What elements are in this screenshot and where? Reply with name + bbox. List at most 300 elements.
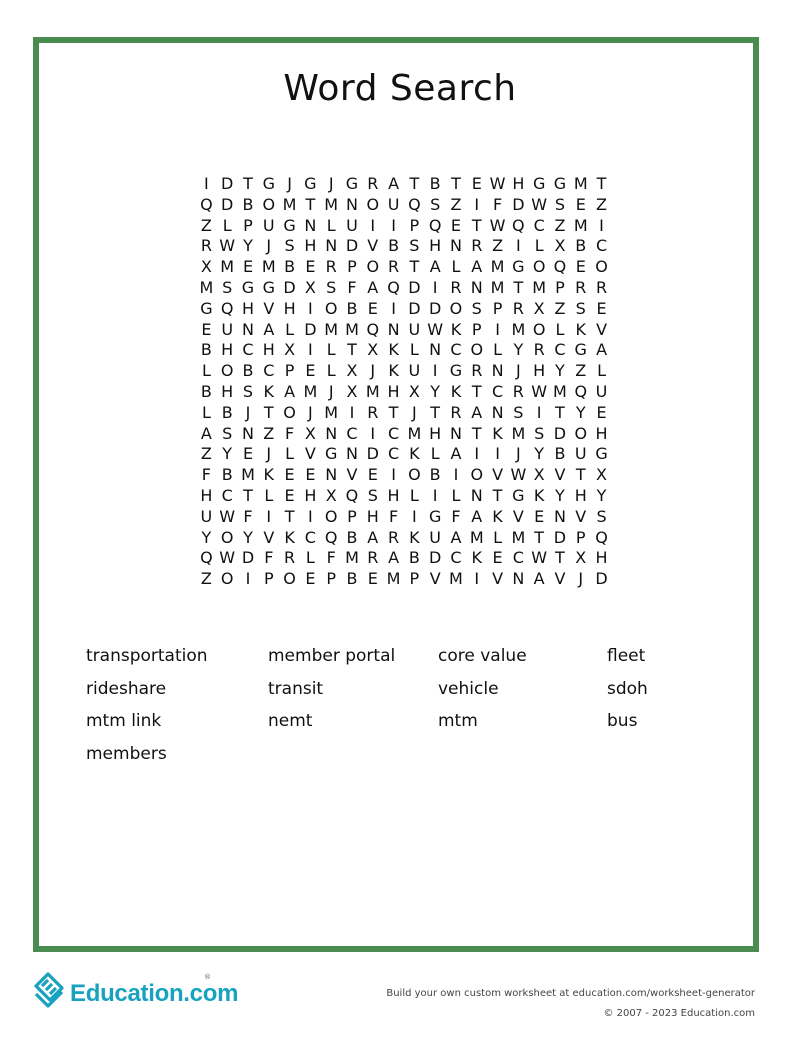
grid-letter: R — [367, 174, 379, 193]
grid-letter: E — [305, 361, 316, 381]
grid-letter: N — [242, 423, 254, 443]
grid-letter: A — [533, 569, 545, 589]
grid-letter: N — [325, 465, 338, 485]
grid-letter: Q — [408, 194, 421, 214]
grid-letter: H — [387, 485, 400, 505]
grid-letter: T — [596, 174, 607, 193]
grid-letter: A — [263, 319, 275, 339]
grid-letter: T — [243, 174, 253, 193]
grid-letter: F — [326, 548, 336, 568]
grid-letter: L — [597, 361, 606, 381]
grid-letter: I — [599, 215, 604, 235]
grid-letter: D — [408, 298, 421, 318]
grid-letter: E — [305, 465, 316, 485]
word-list-item: transit — [268, 678, 324, 699]
grid-letter: J — [308, 402, 313, 422]
grid-letter: G — [449, 361, 463, 381]
grid-letter: G — [324, 444, 338, 464]
grid-letter: G — [574, 340, 587, 360]
grid-letter: B — [221, 402, 233, 422]
grid-letter: M — [324, 194, 339, 214]
grid-letter: H — [387, 381, 400, 401]
grid-letter: J — [515, 444, 521, 464]
grid-letter: H — [595, 423, 608, 443]
grid-letter: T — [471, 423, 482, 443]
grid-letter: C — [263, 361, 275, 381]
grid-letter: S — [367, 485, 378, 505]
word-list-item: bus — [607, 711, 638, 732]
grid-letter: P — [575, 527, 586, 547]
education-logo-icon — [32, 970, 66, 1010]
grid-letter: M — [469, 527, 484, 547]
grid-letter: T — [409, 174, 420, 193]
grid-letter: H — [429, 423, 442, 443]
grid-letter: H — [429, 236, 442, 256]
grid-letter: W — [489, 215, 506, 235]
grid-letter: A — [596, 340, 608, 360]
grid-letter: L — [493, 527, 503, 547]
grid-letter: A — [200, 423, 212, 443]
grid-letter: K — [388, 340, 399, 360]
grid-letter: G — [345, 174, 359, 193]
grid-letter: P — [284, 361, 295, 381]
grid-letter: B — [284, 257, 296, 277]
grid-letter: M — [282, 194, 297, 214]
grid-letter: C — [221, 485, 233, 505]
grid-letter: T — [513, 277, 524, 297]
grid-letter: K — [263, 381, 275, 401]
grid-letter: Z — [596, 194, 608, 214]
grid-letter: O — [574, 423, 588, 443]
grid-letter: V — [367, 236, 379, 256]
grid-letter: X — [596, 465, 608, 485]
grid-letter: H — [595, 548, 608, 568]
grid-letter: V — [575, 506, 587, 526]
grid-letter: G — [304, 174, 317, 193]
grid-letter: U — [574, 444, 587, 464]
grid-letter: Z — [200, 215, 212, 235]
grid-letter: Y — [243, 236, 253, 256]
grid-letter: D — [595, 569, 608, 589]
grid-letter: L — [285, 444, 295, 464]
grid-letter: M — [573, 215, 588, 235]
grid-letter: R — [512, 298, 524, 318]
grid-letter: M — [220, 257, 235, 277]
grid-letter: X — [346, 381, 358, 401]
grid-letter: Z — [263, 423, 275, 443]
word-list-item: rideshare — [86, 678, 167, 699]
grid-letter: Z — [575, 361, 587, 381]
grid-letter: D — [366, 444, 379, 464]
grid-letter: B — [346, 569, 358, 589]
grid-letter: G — [283, 215, 296, 235]
grid-letter: W — [219, 548, 236, 568]
grid-letter: Q — [200, 548, 213, 568]
grid-letter: M — [553, 381, 567, 401]
grid-letter: K — [492, 506, 503, 526]
word-list-item: transportation — [86, 646, 208, 666]
grid-letter: I — [515, 236, 521, 256]
grid-letter: E — [284, 485, 295, 505]
grid-letter: Y — [555, 361, 565, 381]
grid-letter: X — [575, 548, 587, 568]
grid-letter: M — [511, 527, 526, 547]
grid-letter: B — [221, 465, 233, 485]
grid-letter: E — [367, 465, 378, 485]
word-list — [86, 643, 746, 773]
grid-letter: Z — [554, 215, 566, 235]
grid-letter: M — [199, 277, 214, 297]
grid-letter: T — [555, 548, 565, 568]
grid-letter: O — [262, 194, 276, 214]
grid-letter: O — [470, 465, 484, 485]
grid-letter: Q — [387, 277, 400, 297]
grid-letter: R — [388, 527, 400, 547]
grid-letter: H — [283, 298, 296, 318]
grid-letter: U — [346, 215, 358, 235]
grid-letter: M — [261, 257, 276, 277]
grid-letter: B — [575, 236, 587, 256]
grid-letter: X — [533, 298, 545, 318]
word-list-item: members — [86, 743, 167, 764]
grid-letter: I — [474, 444, 480, 464]
grid-letter: D — [553, 527, 567, 547]
grid-letter: O — [366, 194, 380, 214]
grid-letter: K — [284, 527, 295, 547]
grid-letter: E — [492, 548, 503, 568]
grid-letter: T — [492, 485, 503, 505]
grid-letter: Q — [595, 527, 608, 547]
grid-letter: B — [429, 174, 441, 193]
grid-letter: M — [490, 257, 505, 277]
grid-letter: M — [345, 319, 359, 339]
grid-letter: I — [308, 298, 313, 318]
grid-letter: C — [491, 381, 504, 401]
grid-letter: V — [346, 465, 358, 485]
grid-letter: T — [430, 402, 441, 422]
grid-letter: I — [245, 569, 251, 589]
grid-letter: Q — [366, 319, 380, 339]
grid-letter: R — [450, 277, 462, 297]
grid-letter: E — [305, 569, 316, 589]
grid-letter: J — [578, 569, 584, 589]
grid-letter: L — [326, 361, 336, 381]
grid-letter: Y — [243, 527, 253, 547]
grid-letter: L — [409, 485, 419, 505]
grid-letter: Y — [534, 444, 545, 464]
grid-letter: I — [495, 444, 500, 464]
grid-letter: A — [471, 506, 483, 526]
grid-letter: N — [512, 569, 525, 589]
grid-letter: P — [326, 569, 336, 589]
grid-letter: T — [347, 340, 357, 360]
grid-letter: N — [304, 215, 317, 235]
grid-letter: I — [308, 340, 313, 360]
grid-letter: E — [575, 194, 586, 214]
grid-letter: D — [429, 298, 442, 318]
grid-letter: S — [284, 236, 295, 256]
grid-letter: D — [221, 174, 234, 193]
grid-letter: P — [263, 569, 274, 589]
grid-letter: E — [575, 257, 586, 277]
grid-letter: M — [511, 319, 526, 339]
grid-letter: G — [512, 485, 525, 505]
grid-letter: B — [242, 194, 254, 214]
grid-letter: O — [220, 527, 234, 547]
grid-letter: M — [345, 548, 359, 568]
grid-letter: A — [367, 527, 379, 547]
grid-letter: E — [596, 298, 607, 318]
grid-letter: E — [596, 402, 607, 422]
grid-letter: G — [512, 257, 525, 277]
grid-letter: I — [432, 485, 438, 505]
grid-letter: F — [243, 506, 253, 526]
grid-letter: C — [450, 340, 462, 360]
grid-letter: F — [388, 506, 399, 526]
grid-letter: Q — [512, 215, 525, 235]
grid-letter: G — [241, 277, 255, 297]
grid-letter: S — [575, 298, 586, 318]
grid-letter: X — [533, 465, 545, 485]
grid-letter: A — [388, 548, 400, 568]
grid-letter: P — [347, 257, 357, 277]
grid-letter: G — [428, 506, 442, 526]
grid-letter: T — [555, 402, 565, 422]
grid-letter: O — [324, 298, 338, 318]
grid-letter: F — [451, 506, 461, 526]
grid-letter: K — [450, 319, 462, 339]
grid-letter: O — [470, 340, 484, 360]
grid-letter: S — [222, 277, 233, 297]
grid-letter: M — [365, 381, 380, 401]
grid-letter: B — [346, 527, 358, 547]
grid-letter: P — [492, 298, 503, 318]
grid-letter: V — [512, 506, 524, 526]
grid-letter: B — [200, 340, 212, 360]
grid-letter: U — [200, 506, 213, 526]
grid-letter: M — [532, 277, 547, 297]
grid-letter: V — [554, 569, 566, 589]
grid-letter: J — [412, 402, 417, 422]
grid-letter: A — [471, 257, 483, 277]
grid-letter: D — [553, 423, 567, 443]
grid-letter: R — [367, 402, 379, 422]
grid-letter: O — [532, 319, 546, 339]
grid-letter: M — [386, 569, 401, 589]
grid-letter: B — [388, 236, 400, 256]
grid-letter: E — [201, 319, 212, 339]
grid-letter: I — [412, 506, 417, 526]
grid-letter: C — [242, 340, 254, 360]
grid-letter: Y — [222, 444, 233, 464]
grid-letter: Y — [430, 381, 441, 401]
grid-letter: H — [304, 236, 317, 256]
grid-letter: Q — [200, 194, 213, 214]
grid-letter: I — [536, 402, 542, 422]
grid-letter: U — [221, 319, 234, 339]
grid-letter: D — [408, 277, 421, 297]
grid-letter: I — [474, 194, 480, 214]
grid-letter: A — [471, 402, 483, 422]
grid-letter: R — [450, 402, 462, 422]
grid-letter: X — [200, 257, 212, 277]
grid-letter: L — [430, 444, 440, 464]
grid-letter: O — [220, 569, 234, 589]
grid-letter: H — [262, 340, 275, 360]
grid-letter: I — [370, 215, 376, 235]
grid-letter: W — [427, 319, 444, 339]
grid-letter: Y — [596, 485, 607, 505]
grid-letter: C — [533, 215, 545, 235]
grid-letter: N — [449, 236, 462, 256]
grid-letter: J — [266, 236, 272, 256]
grid-letter: L — [264, 485, 274, 505]
grid-letter: N — [470, 485, 483, 505]
grid-letter: R — [533, 340, 545, 360]
grid-letter: S — [534, 423, 545, 443]
grid-letter: R — [471, 236, 483, 256]
grid-letter: R — [595, 277, 608, 297]
grid-letter: H — [200, 485, 213, 505]
grid-letter: F — [347, 277, 357, 297]
grid-letter: F — [284, 423, 295, 443]
grid-letter: U — [408, 361, 421, 381]
grid-letter: L — [222, 215, 232, 235]
grid-letter: L — [305, 548, 315, 568]
grid-letter: G — [595, 444, 608, 464]
grid-letter: I — [432, 277, 438, 297]
grid-letter: J — [328, 174, 334, 193]
grid-letter: C — [387, 423, 400, 443]
grid-letter: H — [512, 174, 525, 193]
grid-letter: Z — [554, 298, 566, 318]
grid-letter: M — [407, 423, 422, 443]
grid-letter: W — [219, 506, 236, 526]
grid-letter: E — [367, 569, 378, 589]
grid-letter: T — [575, 465, 586, 485]
grid-letter: V — [263, 298, 275, 318]
grid-letter: Q — [553, 257, 567, 277]
grid-letter: E — [305, 257, 316, 277]
grid-letter: Z — [200, 444, 212, 464]
grid-letter: K — [575, 319, 586, 339]
grid-letter: H — [574, 485, 587, 505]
grid-letter: M — [490, 277, 505, 297]
grid-letter: U — [387, 194, 400, 214]
grid-letter: P — [555, 277, 565, 297]
grid-letter: F — [264, 548, 274, 568]
grid-letter: L — [201, 361, 211, 381]
grid-letter: X — [367, 340, 379, 360]
grid-letter: J — [287, 174, 292, 193]
grid-letter: X — [346, 361, 358, 381]
grid-letter: O — [283, 569, 296, 589]
grid-letter: R — [200, 236, 212, 256]
grid-letter: H — [533, 361, 546, 381]
grid-letter: D — [241, 548, 255, 568]
grid-letter: V — [263, 527, 275, 547]
grid-letter: K — [450, 381, 462, 401]
grid-letter: J — [328, 381, 334, 401]
grid-letter: Q — [345, 485, 359, 505]
grid-letter: F — [492, 194, 503, 214]
page-title: Word Search — [283, 68, 517, 109]
grid-letter: E — [534, 506, 545, 526]
grid-letter: U — [595, 381, 608, 401]
grid-letter: R — [325, 257, 337, 277]
grid-letter: W — [219, 236, 236, 256]
grid-letter: H — [304, 485, 317, 505]
grid-letter: C — [450, 548, 462, 568]
grid-letter: R — [471, 361, 483, 381]
grid-letter: K — [492, 423, 503, 443]
grid-letter: L — [326, 340, 336, 360]
grid-letter: D — [221, 194, 234, 214]
grid-letter: L — [493, 340, 503, 360]
grid-letter: A — [388, 174, 400, 193]
grid-letter: W — [531, 381, 548, 401]
grid-letter: M — [324, 319, 339, 339]
grid-letter: Y — [201, 527, 212, 547]
grid-letter: H — [366, 506, 379, 526]
grid-letter: T — [471, 215, 482, 235]
grid-letter: Y — [575, 402, 586, 422]
grid-letter: H — [221, 381, 234, 401]
grid-letter: I — [349, 402, 355, 422]
grid-letter: O — [449, 298, 463, 318]
grid-letter: B — [242, 361, 254, 381]
grid-letter: V — [492, 465, 504, 485]
grid-letter: X — [284, 340, 296, 360]
grid-letter: Z — [450, 194, 462, 214]
footer-tagline[interactable]: Build your own custom worksheet at education.com/worksheet-generator — [386, 988, 755, 999]
word-list-item: nemt — [268, 711, 313, 732]
grid-letter: G — [532, 174, 546, 193]
grid-letter: O — [408, 465, 421, 485]
grid-letter: V — [492, 569, 504, 589]
grid-letter: R — [388, 257, 400, 277]
grid-letter: O — [532, 257, 546, 277]
grid-letter: G — [262, 277, 275, 297]
grid-letter: X — [408, 381, 420, 401]
grid-letter: T — [534, 527, 545, 547]
grid-letter: O — [283, 402, 296, 422]
word-list-item: core value — [438, 646, 527, 666]
grid-letter: B — [408, 548, 420, 568]
grid-letter: L — [201, 402, 211, 422]
grid-letter: N — [345, 444, 358, 464]
grid-letter: W — [489, 174, 506, 193]
grid-letter: A — [284, 381, 296, 401]
grid-letter: I — [391, 465, 396, 485]
grid-letter: C — [387, 444, 400, 464]
grid-letter: K — [263, 465, 275, 485]
grid-letter: S — [409, 236, 420, 256]
grid-letter: P — [243, 215, 253, 235]
grid-letter: P — [471, 319, 482, 339]
grid-letter: M — [303, 381, 318, 401]
word-list-item: member portal — [268, 646, 396, 666]
grid-letter: D — [512, 194, 525, 214]
footer-copyright: © 2007 - 2023 Education.com — [603, 1008, 755, 1019]
grid-letter: W — [531, 194, 548, 214]
grid-letter: Q — [574, 381, 588, 401]
grid-letter: B — [346, 298, 358, 318]
grid-letter: K — [409, 444, 420, 464]
grid-letter: L — [326, 215, 336, 235]
grid-letter: T — [243, 485, 253, 505]
grid-letter: D — [345, 236, 359, 256]
